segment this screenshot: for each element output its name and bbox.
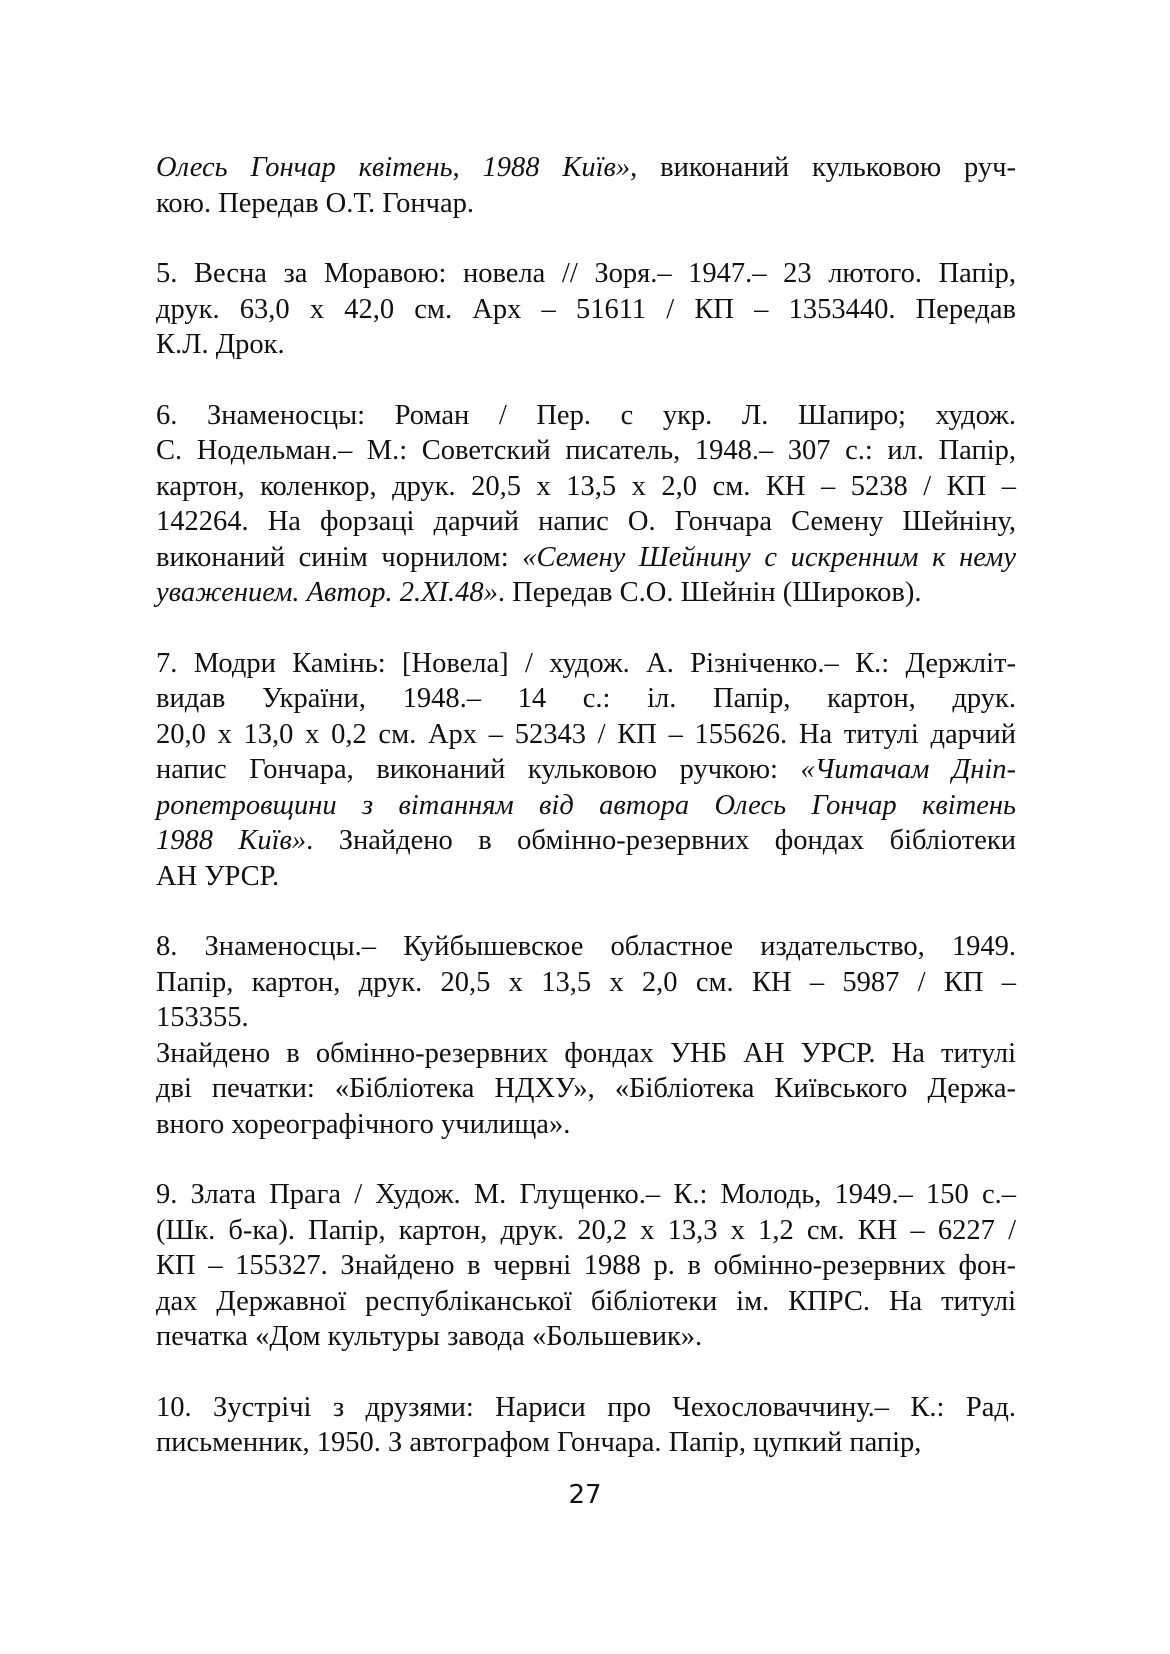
text-run: КП – 155327. Знайдено в червні 1988 р. в обмінно-резервних фон- [156,1250,1016,1281]
text-line [156,150,1016,186]
text-run: 7. Модри Камінь: [Новела] / худож. А. Різніченко.– К.: Держліт- [156,647,1016,679]
text-run: 142264. На форзаці дарчий напис О. Гончара Семену Шейніну, [156,506,1016,537]
text-run: С. Нодельман.– М.: Советский писатель, 1948.– 307 с.: ил. Папір, [156,435,1016,466]
text-line [156,292,1016,328]
entry-10 [156,1390,1016,1461]
italic-text-run: 1988 Київ» [156,825,307,856]
text-run: напис Гончара, виконаний кульковою ручкою: [156,754,801,785]
text-run: 10. Зустрічі з друзями: Нариси про Чехословаччину.– К.: Рад. [156,1391,1016,1423]
text-line [156,1177,1016,1213]
text-line [156,1319,1016,1355]
text-run: письменник, 1950. З автографом Гончара. Папір, цупкий папір, [156,1427,922,1458]
text-run: виконаний синім чорнилом: [156,541,523,573]
text-line [156,1000,1016,1036]
text-run: друк. 63,0 х 42,0 см. Арх – 51611 / КП – 1353440. Передав [156,293,1016,325]
text-line [156,504,1016,540]
text-line [156,469,1016,505]
italic-text-run: уважением. Автор. 2.XI.48» [156,577,498,608]
text-run: картон, коленкор, друк. 20,5 х 13,5 х 2,0 см. КН – 5238 / КП – [156,470,1016,502]
italic-text-run: ропетровщини з вітанням від автора Олесь Гончар квітень [156,789,1016,821]
text-line [156,717,1016,753]
text-run: Знайдено в обмінно-резервних фондах УНБ АН УРСР. На титулі [156,1037,1016,1069]
text-line [156,1036,1016,1072]
text-line [156,1425,1016,1461]
text-line [156,186,1016,222]
text-line [156,433,1016,469]
text-run: 153355. [156,1002,249,1033]
text-line [156,1284,1016,1320]
text-run: 8. Знаменосцы.– Куйбышевское областное издательство, 1949. [156,931,1016,962]
text-run: Папір, картон, друк. 20,5 х 13,5 х 2,0 см. КН – 5987 / КП – [156,966,1016,998]
entry-4-continuation [156,150,1016,221]
text-line [156,681,1016,717]
italic-text-run: «Семену Шейнину с искренним к нему [522,541,1016,573]
italic-text-run: Олесь Гончар квітень, 1988 Київ» [156,152,631,183]
italic-text-run: «Читачам Дніп- [800,754,1017,785]
text-line [156,398,1016,434]
page-number: 27 [568,1480,602,1510]
entry-9 [156,1177,1016,1355]
text-line [156,752,1016,788]
text-line [156,327,1016,363]
text-run: 9. Злата Прага / Худож. М. Глущенко.– К.: Молодь, 1949.– 150 с.– [156,1179,1016,1210]
text-line [156,859,1016,895]
text-run: вного хореографічного училища». [156,1108,571,1140]
text-run: , виконаний кульковою руч- [630,152,1016,183]
text-run: печатка «Дом культуры завода «Большевик». [156,1321,703,1352]
text-run: 6. Знаменосцы: Роман / Пер. с укр. Л. Шапиро; худож. [156,399,1016,431]
text-run: . Передав С.О. Шейнін (Широков). [497,577,922,608]
text-line [156,1390,1016,1426]
text-run: видав України, 1948.– 14 с.: іл. Папір, картон, друк. [156,683,1016,714]
text-run: К.Л. Дрок. [156,329,285,360]
text-line [156,1071,1016,1107]
text-run: АН УРСР. [156,860,280,892]
text-run: . Знайдено в обмінно-резервних фондах бібліотеки [306,825,1016,856]
text-line [156,965,1016,1001]
text-line [156,540,1016,576]
text-line [156,823,1016,859]
text-run: кою. Передав О.Т. Гончар. [156,187,475,219]
page-body [156,150,1016,1496]
text-line [156,256,1016,292]
text-run: (Шк. б-ка). Папір, картон, друк. 20,2 х 13,3 х 1,2 см. КН – 6227 / [156,1214,1016,1246]
text-line [156,788,1016,824]
entry-6 [156,398,1016,611]
text-run: 5. Весна за Моравою: новела // Зоря.– 1947.– 23 лютого. Папір, [156,258,1016,289]
text-line [156,1213,1016,1249]
text-run: дві печатки: «Бібліотека НДХУ», «Бібліотека Київського Держа- [156,1073,1016,1104]
entry-7 [156,646,1016,895]
text-line [156,1248,1016,1284]
text-run: дах Державної республіканської бібліотеки ім. КПРС. На титулі [156,1285,1016,1317]
entry-5 [156,256,1016,363]
text-line [156,575,1016,611]
text-line [156,1107,1016,1143]
text-line [156,929,1016,965]
entry-8 [156,929,1016,1142]
text-line [156,646,1016,682]
text-run: 20,0 х 13,0 х 0,2 см. Арх – 52343 / КП – 155626. На титулі дарчий [156,718,1016,750]
